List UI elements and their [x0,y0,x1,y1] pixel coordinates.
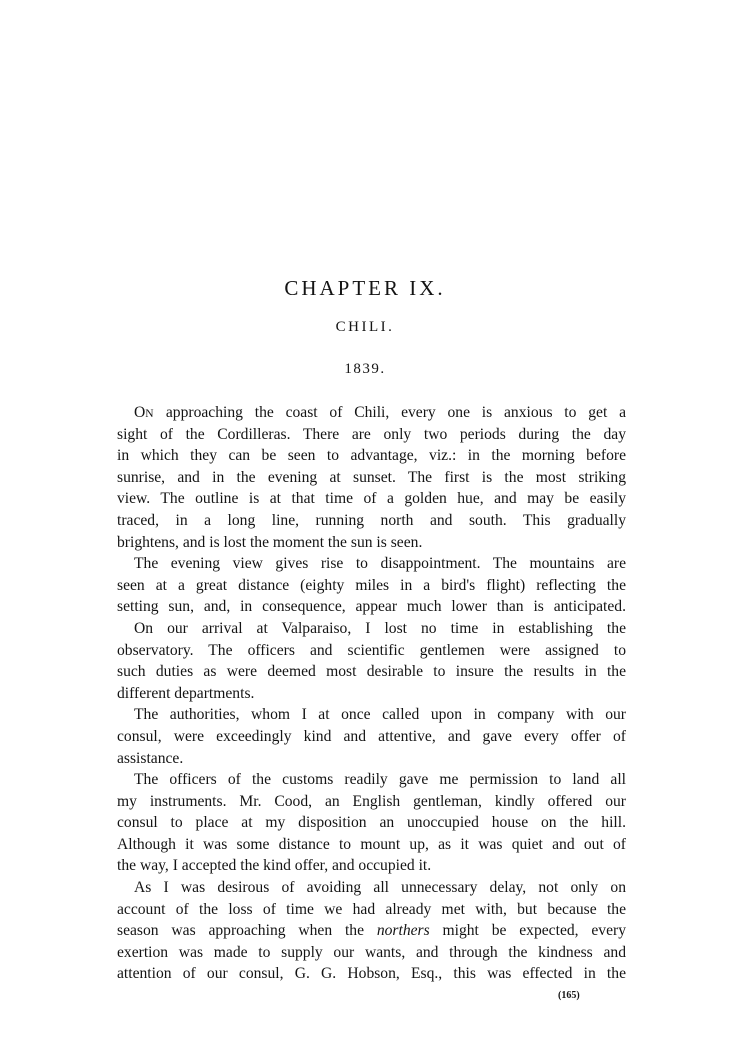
text-line: attention of our consul, G. G. Hobson, Esq., this was effected in the [117,965,626,983]
text-line: Although it was some distance to mount up, as it was quiet and out of [117,835,626,853]
text-line: assistance. [117,749,184,767]
text-line: my instruments. Mr. Cood, an English gentleman, kindly offered our [117,792,626,810]
small-cap-letter: N [145,408,155,420]
text-line: exertion was made to supply our wants, and through the kindness and [117,943,626,961]
text-line: view. The outline is at that time of a golden hue, and may be easily [117,490,626,508]
text-line: brightens, and is lost the moment the sun is seen. [117,533,423,551]
page-number: (165) [558,990,580,1001]
text-line [117,402,626,424]
italic-word: northers [376,922,430,940]
text-line: The evening view gives rise to disappointment. The mountains are [134,555,626,573]
chapter-year: 1839. [344,361,386,377]
text-line: On our arrival at Valparaiso, I lost no time in establishing the [134,619,626,637]
text-line: consul, were exceedingly kind and attentive, and gave every offer of [117,727,626,745]
text-line: observatory. The officers and scientific gentlemen were assigned to [117,641,626,659]
text-line: in which they can be seen to advantage, viz.: in the morning before [117,447,626,465]
text-line: setting sun, and, in consequence, appear much lower than is anticipated. [117,598,626,616]
text-line: The authorities, whom I at once called upon in company with our [134,706,626,724]
line-text: approaching the coast of Chili, every one is anxious to get a [154,404,626,421]
text-line: traced, in a long line, running north and south. This gradually [117,511,626,529]
line-text: might be expected, every [429,922,627,940]
text-line: The officers of the customs readily gave me permission to land all [134,771,626,789]
chapter-title: CHAPTER IX. [284,276,446,300]
text-line: sunrise, and in the evening at sunset. The first is the most striking [117,468,626,486]
text-line: As I was desirous of avoiding all unnecessary delay, not only on [134,879,626,897]
chapter-subtitle: CHILI. [335,319,395,335]
text-line: consul to place at my disposition an unoccupied house on the hill. [117,814,626,832]
text-line: different departments. [117,684,255,702]
text-line: seen at a great distance (eighty miles in a bird's flight) reflecting the [117,576,626,594]
text-line [117,920,626,942]
text-line: account of the loss of time we had already met with, but because the [117,900,626,918]
text-line: sight of the Cordilleras. There are only two periods during the day [117,425,626,443]
line-text: season was approaching when the [117,922,377,940]
text-line: the way, I accepted the kind offer, and occupied it. [117,857,432,875]
text-line: such duties as were deemed most desirable to insure the results in the [117,663,626,681]
body-text [117,402,626,985]
drop-letter: O [134,404,146,421]
